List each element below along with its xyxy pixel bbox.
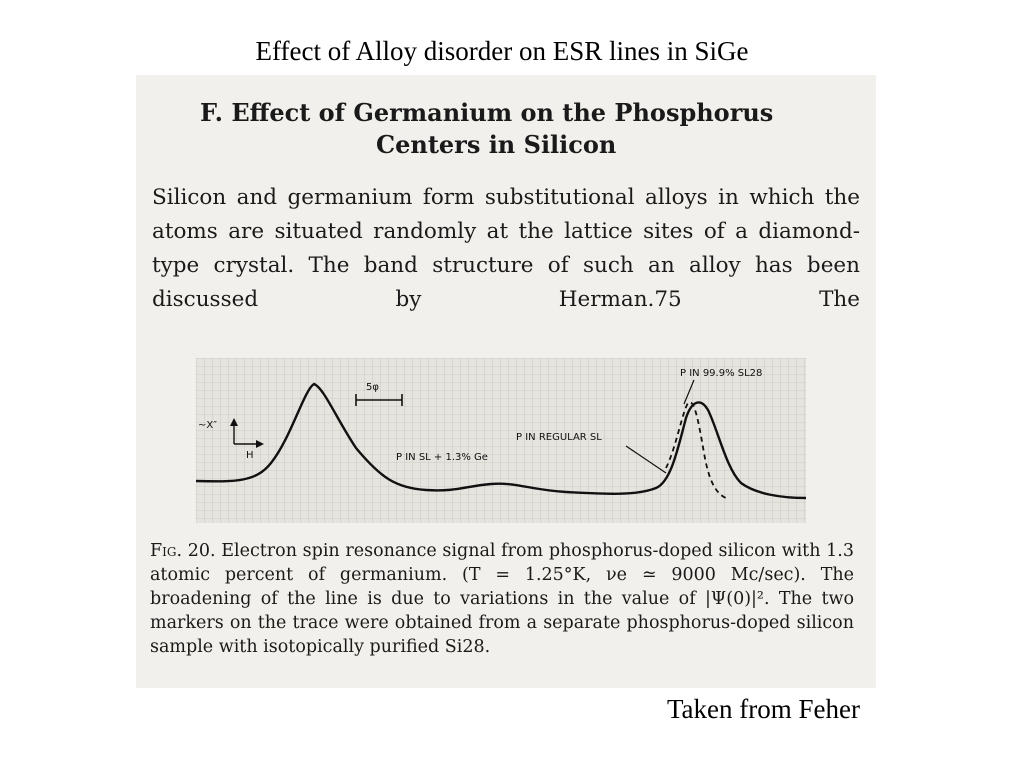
section-heading [200, 97, 840, 161]
esr-signal-graph [196, 358, 806, 523]
label-si-ge: P IN SL + 1.3% Ge [396, 452, 488, 463]
caption-figure-number: Fig. 20. [150, 541, 216, 561]
source-attribution: Taken from Feher [666, 694, 860, 724]
y-axis-label: ~X″ [198, 420, 217, 431]
label-enriched-si: P IN 99.9% SL28 [680, 368, 763, 379]
label-regular-si: P IN REGULAR SL [516, 432, 602, 443]
body-paragraph: Silicon and germanium form substitutional alloys in which the atoms are situated randomly at the lattice sites of a diamond-type crystal. The band structure of such an alloy has been discussed by Herman.75 The [152, 185, 860, 312]
x-axis-label: H [246, 450, 254, 461]
scanned-page-image [136, 75, 876, 688]
heading-line-2: Centers in Silicon [376, 130, 617, 159]
caption-text: Electron spin resonance signal from phosphorus-doped silicon with 1.3 atomic percent of germanium. (T = 1.25°K, νe ≃ 9000 Mc/sec). The broadening of the line is due to variations in the value of |Ψ(0)|². The two markers on the trace were obtained from a separate phosphorus-doped silicon sample with isotopically purified Si28. [150, 541, 854, 657]
figure-caption [150, 539, 854, 659]
scale-marker-label: 5φ [366, 382, 379, 393]
slide-title: Effect of Alloy disorder on ESR lines in SiGe [255, 36, 749, 66]
heading-line-1: F. Effect of Germanium on the Phosphorus [200, 98, 774, 127]
graph-paper-grid [196, 358, 806, 523]
